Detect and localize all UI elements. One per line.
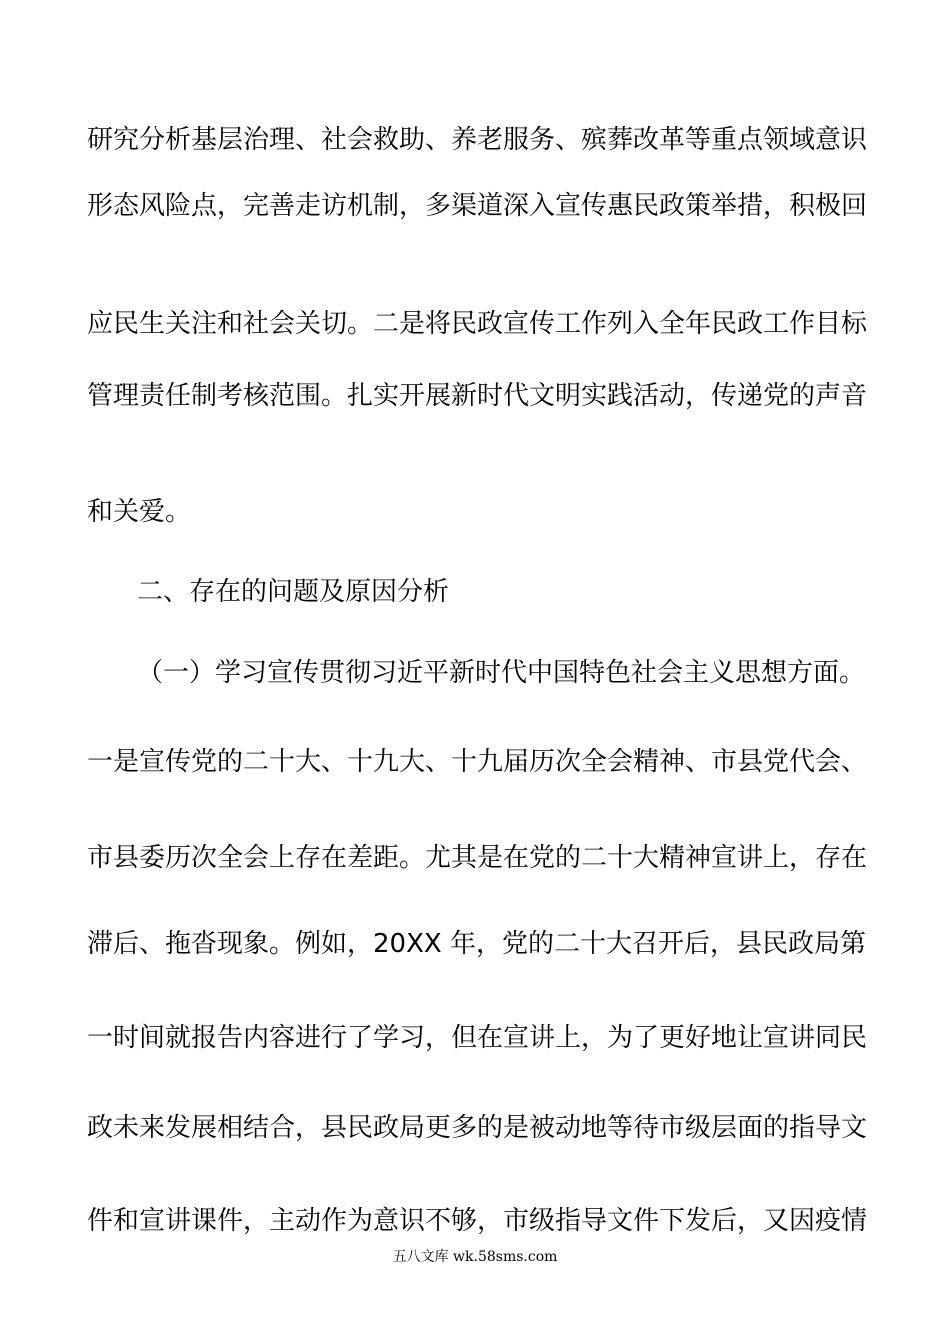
paragraph-line-2: 形态风险点，完善走访机制，多渠道深入宣传惠民政策举措，积极回 bbox=[87, 191, 868, 221]
paragraph-line-9: 市县委历次全会上存在差距。尤其是在党的二十大精神宣讲上，存在 bbox=[87, 843, 868, 873]
paragraph-line-3: 应民生关注和社会关切。二是将民政宣传工作列入全年民政工作目标 bbox=[87, 309, 868, 339]
paragraph-line-1: 研究分析基层治理、社会救助、养老服务、殡葬改革等重点领域意识 bbox=[87, 125, 868, 155]
paragraph-line-12: 政未来发展相结合，县民政局更多的是被动地等待市级层面的指导文 bbox=[87, 1113, 868, 1143]
paragraph-line-5: 和关爱。 bbox=[87, 497, 192, 527]
subsection-heading: （一）学习宣传贯彻习近平新时代中国特色社会主义思想方面。 bbox=[137, 658, 866, 688]
section-heading: 二、存在的问题及原因分析 bbox=[137, 577, 450, 607]
paragraph-line-13: 件和宣讲课件，主动作为意识不够，市级指导文件下发后，又因疫情 bbox=[87, 1206, 868, 1236]
footer-watermark: 五八文库 wk.58sms.com bbox=[392, 1249, 558, 1265]
paragraph-line-4: 管理责任制考核范围。扎实开展新时代文明实践活动，传递党的声音 bbox=[87, 381, 868, 411]
paragraph-line-11: 一时间就报告内容进行了学习，但在宣讲上，为了更好地让宣讲同民 bbox=[87, 1023, 868, 1053]
paragraph-line-8: 一是宣传党的二十大、十九大、十九届历次全会精神、市县党代会、 bbox=[87, 747, 868, 777]
paragraph-line-10: 滞后、拖沓现象。例如，20XX 年，党的二十大召开后，县民政局第 bbox=[87, 929, 866, 959]
